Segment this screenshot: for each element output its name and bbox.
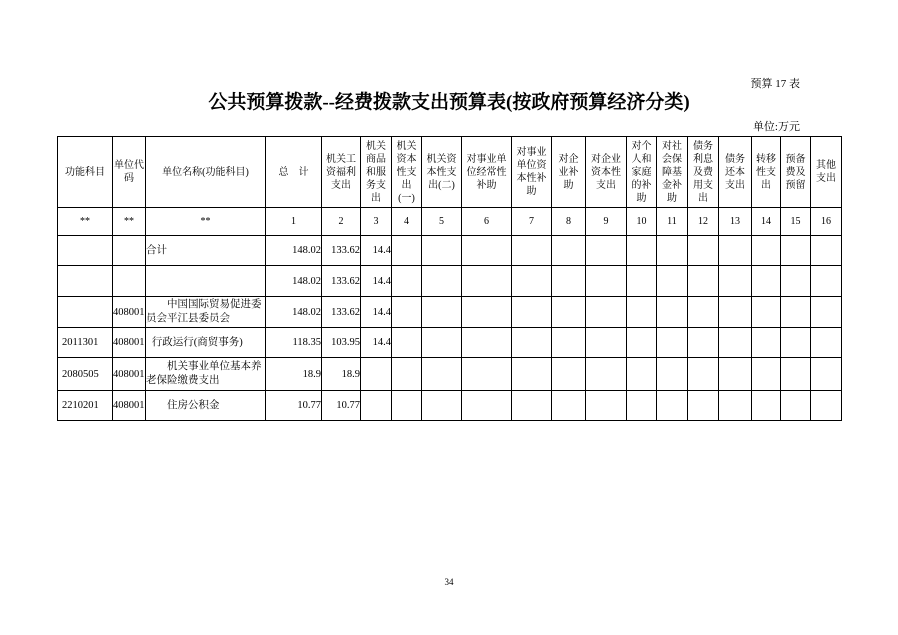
unit-name-cell: 中国国际贸易促进委员会平江县委员会 bbox=[146, 297, 266, 328]
column-index-cell: ** bbox=[113, 208, 146, 236]
goods-services-cell: 14.4 bbox=[361, 236, 392, 266]
empty-cell bbox=[688, 236, 719, 266]
empty-cell bbox=[512, 266, 552, 297]
empty-cell bbox=[422, 391, 462, 421]
header-wages-welfare: 机关工 资福利 支出 bbox=[322, 137, 361, 208]
empty-cell bbox=[462, 297, 512, 328]
empty-cell bbox=[512, 358, 552, 391]
empty-cell bbox=[422, 236, 462, 266]
empty-cell bbox=[752, 236, 781, 266]
column-index-cell: 1 bbox=[266, 208, 322, 236]
wages-welfare-cell: 10.77 bbox=[322, 391, 361, 421]
empty-cell bbox=[627, 297, 657, 328]
empty-cell bbox=[688, 266, 719, 297]
header-function-subject: 功能科目 bbox=[58, 137, 113, 208]
table-row bbox=[58, 358, 842, 391]
table-row bbox=[58, 266, 842, 297]
empty-cell bbox=[781, 328, 811, 358]
unit-name-cell: 合计 bbox=[146, 236, 266, 266]
unit-name-cell bbox=[146, 266, 266, 297]
unit-code-cell: 408001 bbox=[113, 328, 146, 358]
empty-cell bbox=[781, 358, 811, 391]
total-cell: 10.77 bbox=[266, 391, 322, 421]
column-index-cell: 2 bbox=[322, 208, 361, 236]
empty-cell bbox=[627, 236, 657, 266]
column-index-cell: ** bbox=[58, 208, 113, 236]
empty-cell bbox=[552, 266, 586, 297]
empty-cell bbox=[719, 391, 752, 421]
header-institution-capital-subsidy: 对事业 单位资 本性补 助 bbox=[512, 137, 552, 208]
header-enterprise-subsidy: 对企 业补 助 bbox=[552, 137, 586, 208]
header-enterprise-capital: 对企业 资本性 支出 bbox=[586, 137, 627, 208]
column-index-cell: 9 bbox=[586, 208, 627, 236]
empty-cell bbox=[512, 236, 552, 266]
goods-services-cell bbox=[361, 391, 392, 421]
empty-cell bbox=[781, 391, 811, 421]
total-cell: 18.9 bbox=[266, 358, 322, 391]
empty-cell bbox=[657, 297, 688, 328]
empty-cell bbox=[462, 266, 512, 297]
header-debt-interest: 债务 利息 及费 用支 出 bbox=[688, 137, 719, 208]
unit-code-cell: 408001 bbox=[113, 358, 146, 391]
empty-cell bbox=[657, 358, 688, 391]
unit-code-cell bbox=[113, 266, 146, 297]
function-code-cell: 2080505 bbox=[58, 358, 113, 391]
empty-cell bbox=[752, 297, 781, 328]
empty-cell bbox=[719, 266, 752, 297]
empty-cell bbox=[811, 328, 842, 358]
empty-cell bbox=[657, 236, 688, 266]
page-title: 公共预算拨款--经费拨款支出预算表(按政府预算经济分类) bbox=[208, 92, 690, 113]
empty-cell bbox=[657, 391, 688, 421]
empty-cell bbox=[811, 266, 842, 297]
empty-cell bbox=[422, 358, 462, 391]
empty-cell bbox=[627, 391, 657, 421]
unit-code-cell bbox=[113, 236, 146, 266]
unit-code-cell: 408001 bbox=[113, 391, 146, 421]
goods-services-cell: 14.4 bbox=[361, 328, 392, 358]
unit-note: 单位:万元 bbox=[752, 121, 800, 133]
empty-cell bbox=[752, 391, 781, 421]
total-cell: 118.35 bbox=[266, 328, 322, 358]
empty-cell bbox=[781, 297, 811, 328]
empty-cell bbox=[586, 391, 627, 421]
empty-cell bbox=[422, 328, 462, 358]
empty-cell bbox=[392, 236, 422, 266]
empty-cell bbox=[392, 266, 422, 297]
empty-cell bbox=[781, 236, 811, 266]
empty-cell bbox=[462, 391, 512, 421]
column-index-cell: 5 bbox=[422, 208, 462, 236]
header-unit-name: 单位名称(功能科目) bbox=[146, 137, 266, 208]
header-capital-expenditure-2: 机关资 本性支出(二) bbox=[422, 137, 462, 208]
empty-cell bbox=[657, 266, 688, 297]
header-capital-expenditure-1: 机关 资本 性支 出 (一) bbox=[392, 137, 422, 208]
table-row bbox=[58, 297, 842, 328]
empty-cell bbox=[657, 328, 688, 358]
column-index-cell: ** bbox=[146, 208, 266, 236]
empty-cell bbox=[392, 297, 422, 328]
function-code-cell: 2210201 bbox=[58, 391, 113, 421]
empty-cell bbox=[781, 266, 811, 297]
header-institution-recurrent-subsidy: 对事业单 位经常性 补助 bbox=[462, 137, 512, 208]
empty-cell bbox=[552, 328, 586, 358]
empty-cell bbox=[719, 328, 752, 358]
empty-cell bbox=[719, 297, 752, 328]
empty-cell bbox=[811, 297, 842, 328]
empty-cell bbox=[586, 328, 627, 358]
column-index-cell: 11 bbox=[657, 208, 688, 236]
empty-cell bbox=[462, 328, 512, 358]
function-code-cell bbox=[58, 297, 113, 328]
empty-cell bbox=[811, 236, 842, 266]
column-index-cell: 7 bbox=[512, 208, 552, 236]
empty-cell bbox=[586, 266, 627, 297]
column-index-cell: 14 bbox=[752, 208, 781, 236]
header-goods-services: 机关 商品 和服 务支 出 bbox=[361, 137, 392, 208]
column-index-cell: 12 bbox=[688, 208, 719, 236]
empty-cell bbox=[586, 358, 627, 391]
function-code-cell: 2011301 bbox=[58, 328, 113, 358]
empty-cell bbox=[552, 358, 586, 391]
empty-cell bbox=[552, 297, 586, 328]
form-number: 预算 17 表 bbox=[750, 78, 800, 90]
empty-cell bbox=[811, 391, 842, 421]
total-cell: 148.02 bbox=[266, 266, 322, 297]
empty-cell bbox=[811, 358, 842, 391]
empty-cell bbox=[586, 236, 627, 266]
column-index-cell: 8 bbox=[552, 208, 586, 236]
empty-cell bbox=[422, 266, 462, 297]
empty-cell bbox=[462, 236, 512, 266]
header-transfer: 转移 性支 出 bbox=[752, 137, 781, 208]
empty-cell bbox=[719, 236, 752, 266]
header-reserve: 预备 费及 预留 bbox=[781, 137, 811, 208]
wages-welfare-cell: 103.95 bbox=[322, 328, 361, 358]
empty-cell bbox=[422, 297, 462, 328]
header-social-security-fund: 对社 会保 障基 金补 助 bbox=[657, 137, 688, 208]
header-household-subsidy: 对个 人和 家庭 的补 助 bbox=[627, 137, 657, 208]
empty-cell bbox=[586, 297, 627, 328]
wages-welfare-cell: 133.62 bbox=[322, 236, 361, 266]
total-cell: 148.02 bbox=[266, 236, 322, 266]
header-unit-code: 单位代 码 bbox=[113, 137, 146, 208]
empty-cell bbox=[392, 391, 422, 421]
wages-welfare-cell: 133.62 bbox=[322, 266, 361, 297]
empty-cell bbox=[719, 358, 752, 391]
empty-cell bbox=[512, 391, 552, 421]
function-code-cell bbox=[58, 236, 113, 266]
table-row bbox=[58, 391, 842, 421]
empty-cell bbox=[688, 358, 719, 391]
empty-cell bbox=[627, 266, 657, 297]
empty-cell bbox=[752, 266, 781, 297]
empty-cell bbox=[552, 236, 586, 266]
budget-table bbox=[57, 136, 842, 421]
unit-code-cell: 408001 bbox=[113, 297, 146, 328]
column-index-cell: 3 bbox=[361, 208, 392, 236]
total-cell: 148.02 bbox=[266, 297, 322, 328]
column-index-cell: 10 bbox=[627, 208, 657, 236]
header-other: 其他 支出 bbox=[811, 137, 842, 208]
empty-cell bbox=[512, 297, 552, 328]
goods-services-cell: 14.4 bbox=[361, 297, 392, 328]
empty-cell bbox=[688, 328, 719, 358]
empty-cell bbox=[552, 391, 586, 421]
column-index-row bbox=[58, 208, 842, 236]
table-row bbox=[58, 236, 842, 266]
empty-cell bbox=[688, 391, 719, 421]
header-debt-principal: 债务 还本 支出 bbox=[719, 137, 752, 208]
empty-cell bbox=[752, 358, 781, 391]
unit-name-cell: 行政运行(商贸事务) bbox=[146, 328, 266, 358]
goods-services-cell: 14.4 bbox=[361, 266, 392, 297]
column-index-cell: 6 bbox=[462, 208, 512, 236]
empty-cell bbox=[752, 328, 781, 358]
unit-name-cell: 机关事业单位基本养老保险缴费支出 bbox=[146, 358, 266, 391]
function-code-cell bbox=[58, 266, 113, 297]
page-number: 34 bbox=[444, 577, 454, 587]
column-index-cell: 16 bbox=[811, 208, 842, 236]
empty-cell bbox=[627, 358, 657, 391]
empty-cell bbox=[512, 328, 552, 358]
empty-cell bbox=[688, 297, 719, 328]
table-row bbox=[58, 328, 842, 358]
empty-cell bbox=[392, 328, 422, 358]
empty-cell bbox=[462, 358, 512, 391]
goods-services-cell bbox=[361, 358, 392, 391]
column-index-cell: 13 bbox=[719, 208, 752, 236]
header-total: 总 计 bbox=[266, 137, 322, 208]
column-index-cell: 15 bbox=[781, 208, 811, 236]
header-row bbox=[58, 137, 842, 208]
empty-cell bbox=[627, 328, 657, 358]
empty-cell bbox=[392, 358, 422, 391]
wages-welfare-cell: 133.62 bbox=[322, 297, 361, 328]
unit-name-cell: 住房公积金 bbox=[146, 391, 266, 421]
column-index-cell: 4 bbox=[392, 208, 422, 236]
wages-welfare-cell: 18.9 bbox=[322, 358, 361, 391]
